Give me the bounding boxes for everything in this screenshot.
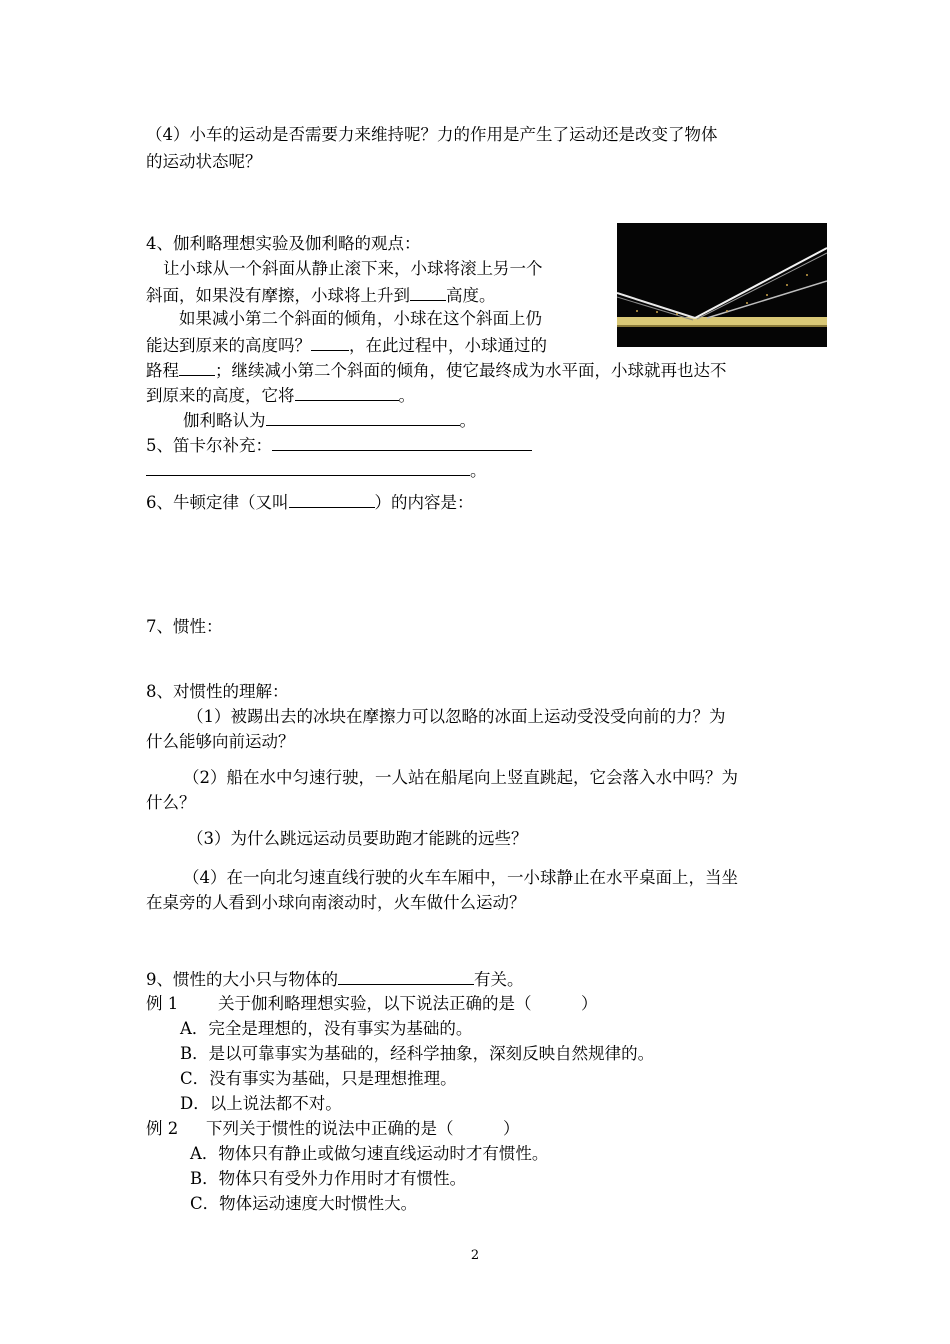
- blank-galileo[interactable]: [266, 408, 460, 426]
- section-4-p2-text-end: ，在此过程中，小球通过的: [349, 336, 547, 355]
- example-2-label: 例 2: [146, 1119, 179, 1138]
- page-number: 2: [470, 1248, 480, 1263]
- example-1-question: 关于伽利略理想实验，以下说法正确的是（ ）: [218, 994, 598, 1013]
- section-8-q2-line2: 什么？: [146, 793, 196, 812]
- section-6-line: [146, 490, 474, 514]
- question-3-4-line2: 的运动状态呢？: [146, 152, 262, 171]
- section-4-p2-will-end: 。: [398, 386, 415, 405]
- section-7-title: 7、惯性：: [146, 617, 223, 636]
- section-8-q2-line1: （2）船在水中匀速行驶，一人站在船尾向上竖直跳起，它会落入水中吗？为: [183, 768, 738, 787]
- section-8-q4-line1: （4）在一向北匀速直线行驶的火车车厢中，一小球静止在水平桌面上，当坐: [183, 868, 738, 887]
- section-4-p1-text-end: 高度。: [446, 286, 496, 305]
- blank-motion[interactable]: [295, 383, 399, 401]
- section-9-line: [146, 967, 524, 991]
- section-4-p2-will-text: 到原来的高度，它将: [146, 386, 295, 405]
- example-2-option-a[interactable]: A．物体只有静止或做匀速直线运动时才有惯性。: [190, 1144, 549, 1163]
- example-2-option-b[interactable]: B．物体只有受外力作用时才有惯性。: [190, 1169, 467, 1188]
- question-3-4-line1: （4）小车的运动是否需要力来维持呢？力的作用是产生了运动还是改变了物体: [146, 125, 718, 144]
- section-4-p2-line2: [146, 333, 547, 357]
- example-1-option-d[interactable]: D．以上说法都不对。: [180, 1094, 342, 1113]
- section-4-p1-line1: 让小球从一个斜面从静止滚下来，小球将滚上另一个: [163, 259, 543, 278]
- blank-descartes-2[interactable]: [146, 458, 470, 476]
- section-4-p1-line2: [146, 283, 496, 307]
- section-4-title: 4、伽利略理想实验及伽利略的观点：: [146, 234, 421, 253]
- section-4-galileo-label: 伽利略认为: [183, 411, 266, 430]
- section-4-galileo-view: [183, 408, 476, 432]
- blank-descartes-1[interactable]: [272, 433, 532, 451]
- section-9-text: 9、惯性的大小只与物体的: [146, 970, 338, 989]
- example-1-option-c[interactable]: C．没有事实为基础，只是理想推理。: [180, 1069, 457, 1088]
- section-6-text: 6、牛顿定律（又叫: [146, 493, 289, 512]
- section-4-p2-path-text: ；继续减小第二个斜面的倾角，使它最终成为水平面，小球就再也达不: [215, 361, 727, 380]
- section-5-title: 5、笛卡尔补充：: [146, 436, 272, 455]
- section-8-q4-line2: 在桌旁的人看到小球向南滚动时，火车做什么运动？: [146, 893, 526, 912]
- section-9-text-end: 有关。: [474, 970, 524, 989]
- section-5-end: 。: [470, 461, 487, 480]
- inclined-plane-photo: [617, 223, 827, 347]
- example-1-option-b[interactable]: B．是以可靠事实为基础的，经科学抽象，深刻反映自然规律的。: [180, 1044, 655, 1063]
- section-4-p2-line1: 如果减小第二个斜面的倾角，小球在这个斜面上仍: [179, 309, 542, 328]
- example-1-label: 例 1: [146, 994, 179, 1013]
- section-5-line1: [146, 433, 532, 457]
- section-5-line2: [146, 458, 487, 482]
- example-2-question: 下列关于惯性的说法中正确的是（ ）: [206, 1119, 520, 1138]
- section-4-p2-path-label: 路程: [146, 361, 179, 380]
- section-8-q1-line1: （1）被踢出去的冰块在摩擦力可以忽略的冰面上运动受没受向前的力？为: [187, 707, 726, 726]
- blank-same-height[interactable]: [311, 333, 349, 351]
- section-4-p2-text: 能达到原来的高度吗？: [146, 336, 311, 355]
- section-8-q1-line2: 什么能够向前运动？: [146, 732, 295, 751]
- section-4-p1-text: 斜面，如果没有摩擦，小球将上升到: [146, 286, 410, 305]
- section-4-p2-line3: [146, 358, 727, 382]
- example-1-option-a[interactable]: A．完全是理想的，没有事实为基础的。: [180, 1019, 473, 1038]
- section-4-galileo-end: 。: [459, 411, 476, 430]
- example-2-option-c[interactable]: C．物体运动速度大时惯性大。: [190, 1194, 418, 1213]
- section-8-title: 8、对惯性的理解：: [146, 682, 289, 701]
- section-6-text-end: ）的内容是：: [374, 493, 474, 512]
- section-4-p2-line4: [146, 383, 415, 407]
- blank-law-name[interactable]: [289, 490, 375, 508]
- blank-inertia-factor[interactable]: [338, 967, 474, 985]
- section-8-q3-line1: （3）为什么跳远运动员要助跑才能跳的远些？: [187, 829, 528, 848]
- blank-path[interactable]: [179, 358, 215, 376]
- blank-height[interactable]: [410, 283, 446, 301]
